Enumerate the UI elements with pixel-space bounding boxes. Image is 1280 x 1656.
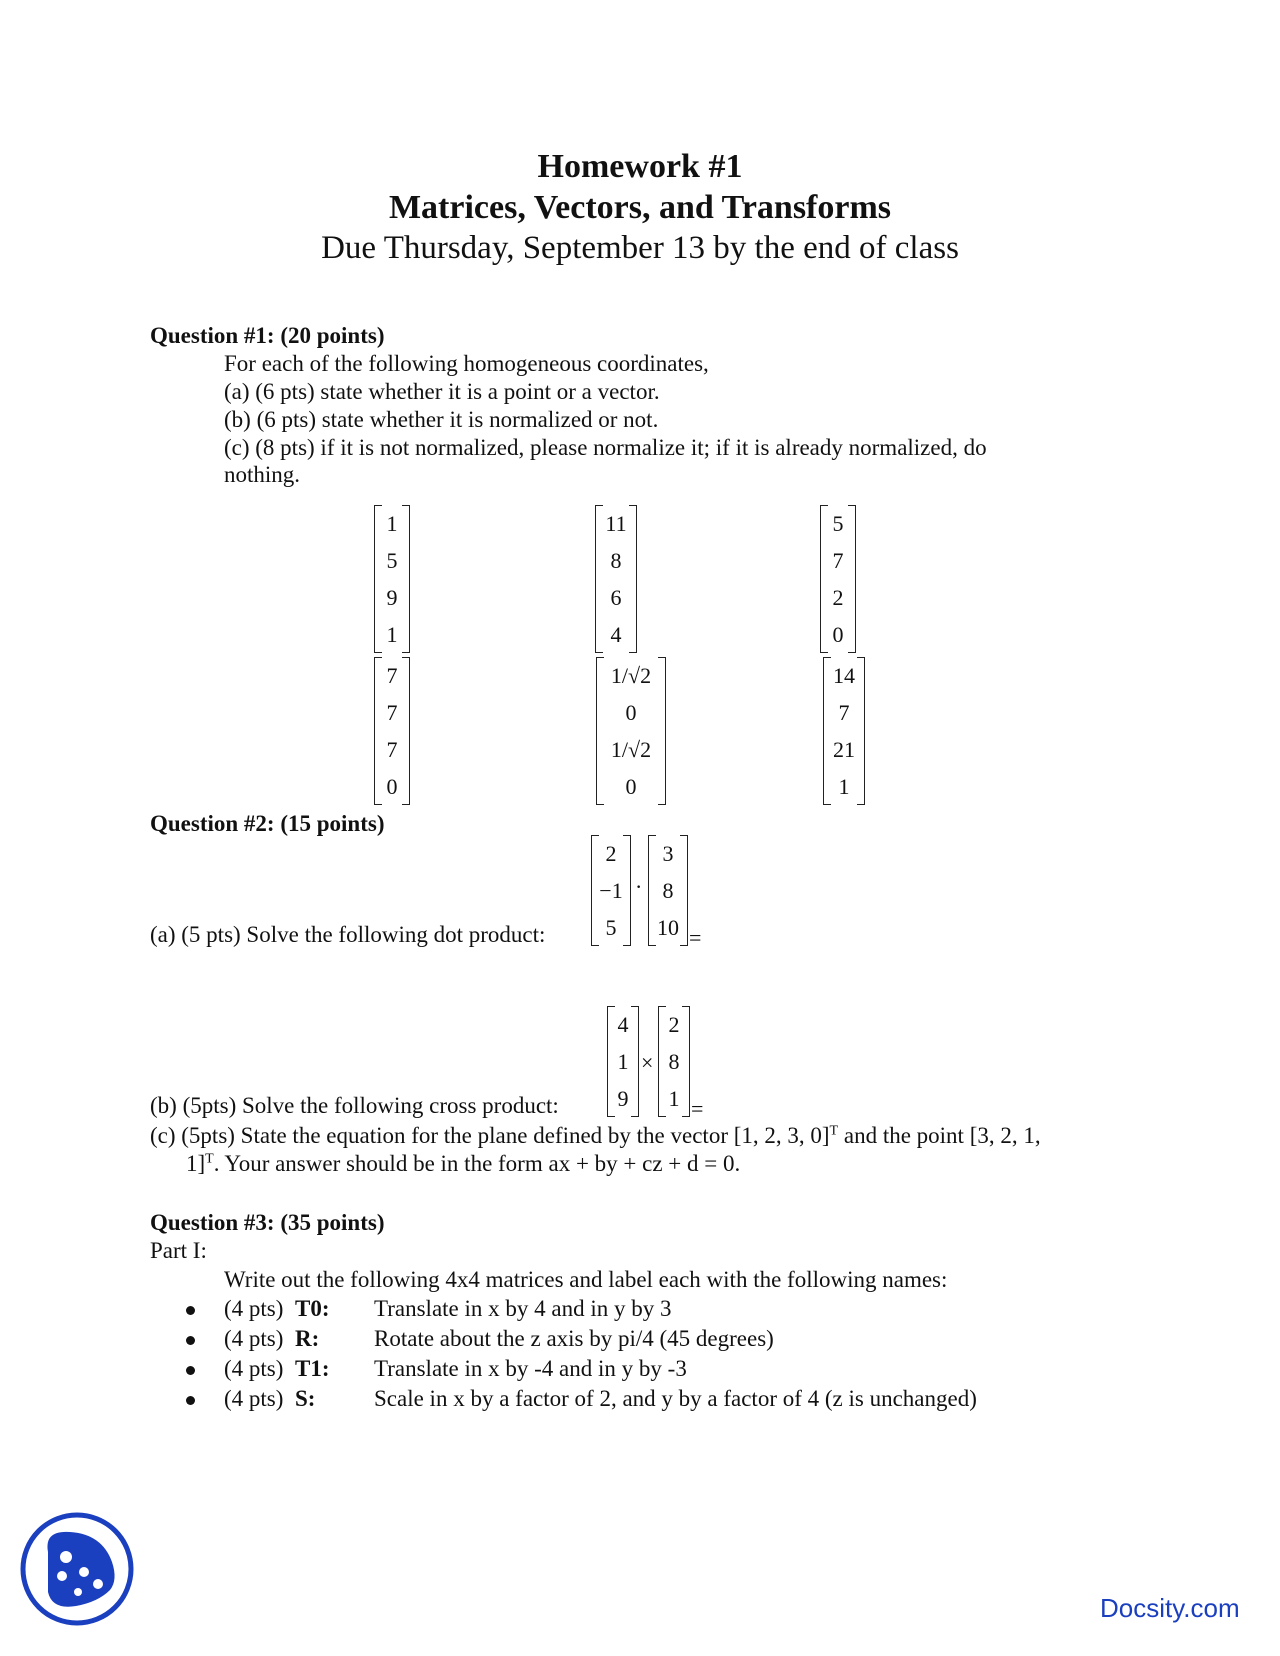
- vector-5: [596, 657, 666, 805]
- vector-6: [823, 657, 865, 805]
- vector-cell: 7: [386, 700, 398, 725]
- vector-cell: 5: [605, 915, 617, 940]
- cross-operator: ×: [641, 1050, 654, 1075]
- vector-cell: −1: [599, 878, 623, 903]
- question-3-heading: Question #3: (35 points): [150, 1210, 385, 1235]
- docsity-brand-link[interactable]: Docsity.com: [1100, 1593, 1240, 1623]
- vector-cell: 0: [386, 774, 398, 799]
- question-2-part-b: (b) (5pts) Solve the following cross product:: [150, 1093, 559, 1118]
- item-points: (4 pts): [224, 1356, 284, 1381]
- vector-cell: 10: [657, 915, 679, 940]
- question-1-part-c-cont: nothing.: [224, 462, 301, 487]
- vector-cell: 1: [668, 1086, 680, 1111]
- vector-cell: 8: [662, 878, 674, 903]
- question-3-part-label: Part I:: [150, 1238, 207, 1263]
- vector-cell: 1/√2: [610, 663, 652, 688]
- vector-cell: 7: [832, 548, 844, 573]
- question-2-part-a: (a) (5 pts) Solve the following dot product:: [150, 922, 546, 947]
- question-1-intro: For each of the following homogeneous coordinates,: [224, 351, 709, 376]
- question-1-part-b: (b) (6 pts) state whether it is normalized or not.: [224, 407, 659, 432]
- plane-text: 1]: [186, 1151, 206, 1176]
- vector-cell: 9: [386, 585, 398, 610]
- bullet-icon: [186, 1306, 195, 1315]
- vector-cell: 0: [832, 622, 844, 647]
- vector-cell: 1: [838, 774, 850, 799]
- vector-3: [820, 505, 856, 653]
- item-name: S:: [295, 1386, 316, 1411]
- dot-vector-2: [648, 835, 688, 946]
- dot-operator: ·: [635, 874, 643, 899]
- vector-cell: 7: [386, 663, 398, 688]
- due-date: Due Thursday, September 13 by the end of class: [321, 230, 959, 266]
- item-name: T0:: [295, 1296, 330, 1321]
- vector-cell: 1: [386, 622, 398, 647]
- vector-cell: 5: [386, 548, 398, 573]
- vector-cell: 8: [610, 548, 622, 573]
- item-points: (4 pts): [224, 1296, 284, 1321]
- question-2-part-c: [150, 1123, 1041, 1149]
- item-description: Rotate about the z axis by pi/4 (45 degrees): [374, 1326, 774, 1351]
- plane-text: and the point [3, 2, 1,: [838, 1123, 1041, 1148]
- question-1-part-c: (c) (8 pts) if it is not normalized, please normalize it; if it is already normalized, do: [224, 435, 987, 460]
- docsity-logo-icon: [18, 1510, 136, 1628]
- cross-vector-1: [607, 1006, 639, 1117]
- question-2-heading: Question #2: (15 points): [150, 811, 385, 836]
- vector-cell: 9: [617, 1086, 629, 1111]
- cross-vector-2: [658, 1006, 690, 1117]
- equals-sign: =: [691, 1096, 704, 1121]
- vector-cell: 5: [832, 511, 844, 536]
- vector-cell: 1: [386, 511, 398, 536]
- page-title: Homework #1: [537, 148, 743, 185]
- vector-cell: 6: [610, 585, 622, 610]
- item-name: T1:: [295, 1356, 330, 1381]
- vector-cell: 2: [668, 1012, 680, 1037]
- item-name: R:: [295, 1326, 320, 1351]
- item-points: (4 pts): [224, 1326, 284, 1351]
- vector-cell: 0: [625, 700, 637, 725]
- item-points: (4 pts): [224, 1386, 284, 1411]
- item-description: Scale in x by a factor of 2, and y by a factor of 4 (z is unchanged): [374, 1386, 977, 1411]
- vector-2: [595, 505, 637, 653]
- question-2-part-c-cont: [186, 1151, 740, 1177]
- vector-cell: 2: [605, 841, 617, 866]
- plane-text: (c) (5pts) State the equation for the plane defined by the vector [1, 2, 3, 0]: [150, 1123, 830, 1148]
- vector-1: [374, 505, 410, 653]
- bullet-icon: [186, 1336, 195, 1345]
- vector-cell: 4: [610, 622, 622, 647]
- equals-sign: =: [689, 925, 702, 950]
- transpose-mark: T: [829, 1123, 839, 1139]
- bullet-icon: [186, 1366, 195, 1375]
- transpose-mark: T: [205, 1151, 214, 1167]
- vector-cell: 3: [662, 841, 674, 866]
- bullet-icon: [186, 1396, 195, 1405]
- vector-cell: 14: [833, 663, 855, 688]
- item-description: Translate in x by 4 and in y by 3: [374, 1296, 672, 1321]
- vector-cell: 0: [625, 774, 637, 799]
- item-description: Translate in x by -4 and in y by -3: [374, 1356, 687, 1381]
- vector-cell: 7: [386, 737, 398, 762]
- vector-cell: 4: [617, 1012, 629, 1037]
- vector-cell: 8: [668, 1049, 680, 1074]
- vector-cell: 1/√2: [610, 737, 652, 762]
- vector-cell: 2: [832, 585, 844, 610]
- vector-cell: 7: [838, 700, 850, 725]
- question-1-part-a: (a) (6 pts) state whether it is a point or a vector.: [224, 379, 660, 404]
- vector-4: [374, 657, 410, 805]
- page-subtitle: Matrices, Vectors, and Transforms: [388, 189, 892, 226]
- question-1-heading: Question #1: (20 points): [150, 323, 385, 348]
- question-3-intro: Write out the following 4x4 matrices and label each with the following names:: [224, 1267, 948, 1292]
- vector-cell: 11: [605, 511, 627, 536]
- vector-cell: 1: [617, 1049, 629, 1074]
- plane-text: . Your answer should be in the form ax + by + cz + d = 0.: [213, 1151, 741, 1176]
- dot-vector-1: [591, 835, 631, 946]
- vector-cell: 21: [833, 737, 855, 762]
